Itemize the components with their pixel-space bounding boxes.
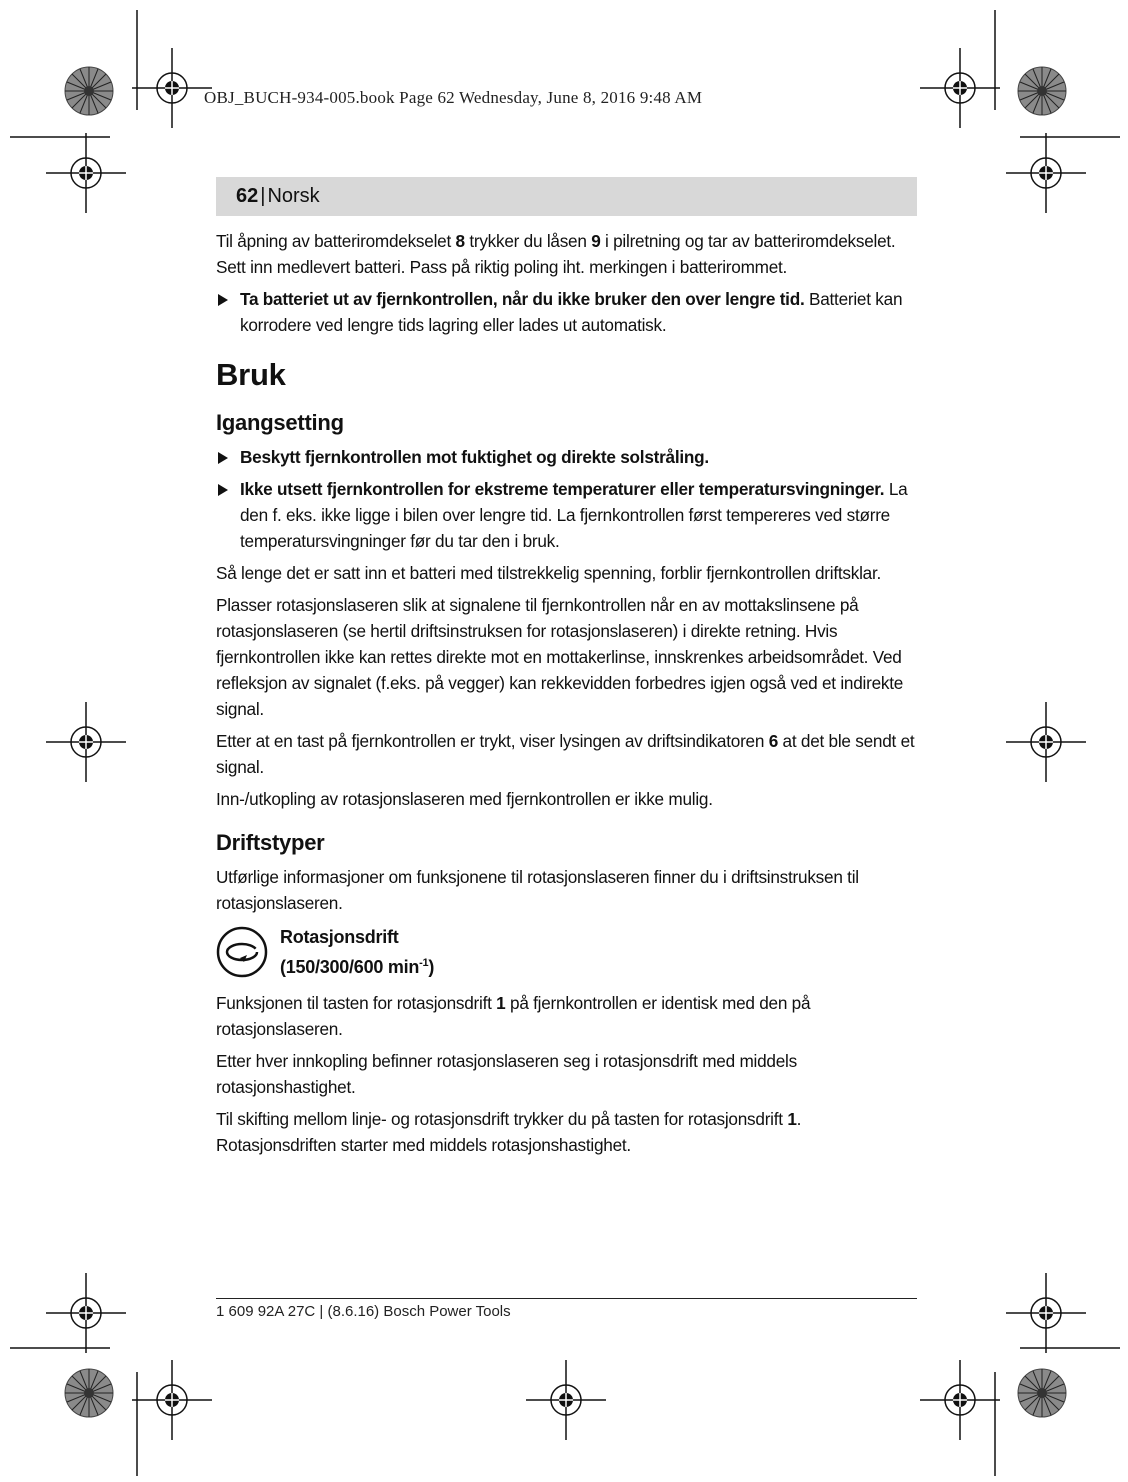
section-title-modes: Driftstyper [216,830,325,855]
paragraph-function: Funksjonen til tasten for rotasjonsdrift 1 på fjernkontrollen er identisk med den på rotasjonslaseren. [216,993,811,1039]
mode-title: Rotasjonsdrift [280,927,399,947]
header-separator: | [260,185,266,207]
footer-rule [216,1298,917,1299]
section-language: Norsk [267,185,320,207]
rotation-mode-icon [216,926,268,978]
footer-text: 1 609 92A 27C | (8.6.16) Bosch Power Tools [216,1303,511,1320]
print-header: OBJ_BUCH-934-005.book Page 62 Wednesday, June 8, 2016 9:48 AM [204,88,703,107]
page-content [216,228,917,1164]
paragraph-ready: Så lenge det er satt inn et batteri med tilstrekkelig spenning, forblir fjernkontrollen driftsklar. [216,563,882,583]
bullet-remove-battery: Ta batteriet ut av fjernkontrollen, når du ikke bruker den over lengre tid. Batteriet kan korrodere ved lengre tids lagring eller lades ut automatisk. [216,286,917,338]
page-header-band [216,177,917,216]
chapter-title: Bruk [216,357,286,392]
paragraph-signal: Etter at en tast på fjernkontrollen er trykt, viser lysingen av driftsindikatoren 6 at det ble sendt et signal. [216,731,915,777]
paragraph-modes-info: Utførlige informasjoner om funksjonene til rotasjonslaseren finner du i driftsinstruksen til rotasjonslaseren. [216,867,859,913]
rotation-mode-heading [216,924,917,980]
mode-speed: (150/300/600 $\min^{-1}$) [280,957,435,977]
page-number: 62 [236,185,259,207]
section-title-start: Igangsetting [216,410,344,435]
paragraph-onoff: Inn-/utkopling av rotasjonslaseren med fjernkontrollen er ikke mulig. [216,789,713,809]
paragraph-battery: Til åpning av batteriromdekselet 8 trykker du låsen 9 i pilretning og tar av batteriromdekselet. Sett inn medlevert batteri. Pass på riktig poling iht. merkingen i batterirommet. [216,231,896,277]
bullet-triangle-icon [218,452,228,464]
paragraph-switch: Til skifting mellom linje- og rotasjonsdrift trykker du på tasten for rotasjonsdrift 1. Rotasjonsdriften starter med middels rotasjonshastighet. [216,1109,802,1155]
bullet-temperature: Ikke utsett fjernkontrollen for ekstreme temperaturer eller temperatursvingninger. La den f. eks. ikke ligge i bilen over lengre tid. La fjernkontrollen først tempereres ved større temperatursvingninger før du tar den i bruk. [216,476,917,554]
paragraph-placement: Plasser rotasjonslaseren slik at signalene til fjernkontrollen når en av mottakslinsene på rotasjonslaseren (se hertil driftsinstruksen for rotasjonslaseren) i direkte retning. Hvis fjernkontrollen ikke kan rettes direkte mot en mottakerlinse, innskrenkes arbeidsområdet. Ved refleksjon av signalet (f.eks. på vegger) kan rekkevidden forbedres igjen også ved et indirekte signal. [216,595,904,719]
paragraph-after-on: Etter hver innkopling befinner rotasjonslaseren seg i rotasjonsdrift med middels rotasjonshastighet. [216,1051,797,1097]
bullet-triangle-icon [218,294,228,306]
bullet-protect: Beskytt fjernkontrollen mot fuktighet og direkte solstråling. [216,444,917,470]
bullet-triangle-icon [218,484,228,496]
